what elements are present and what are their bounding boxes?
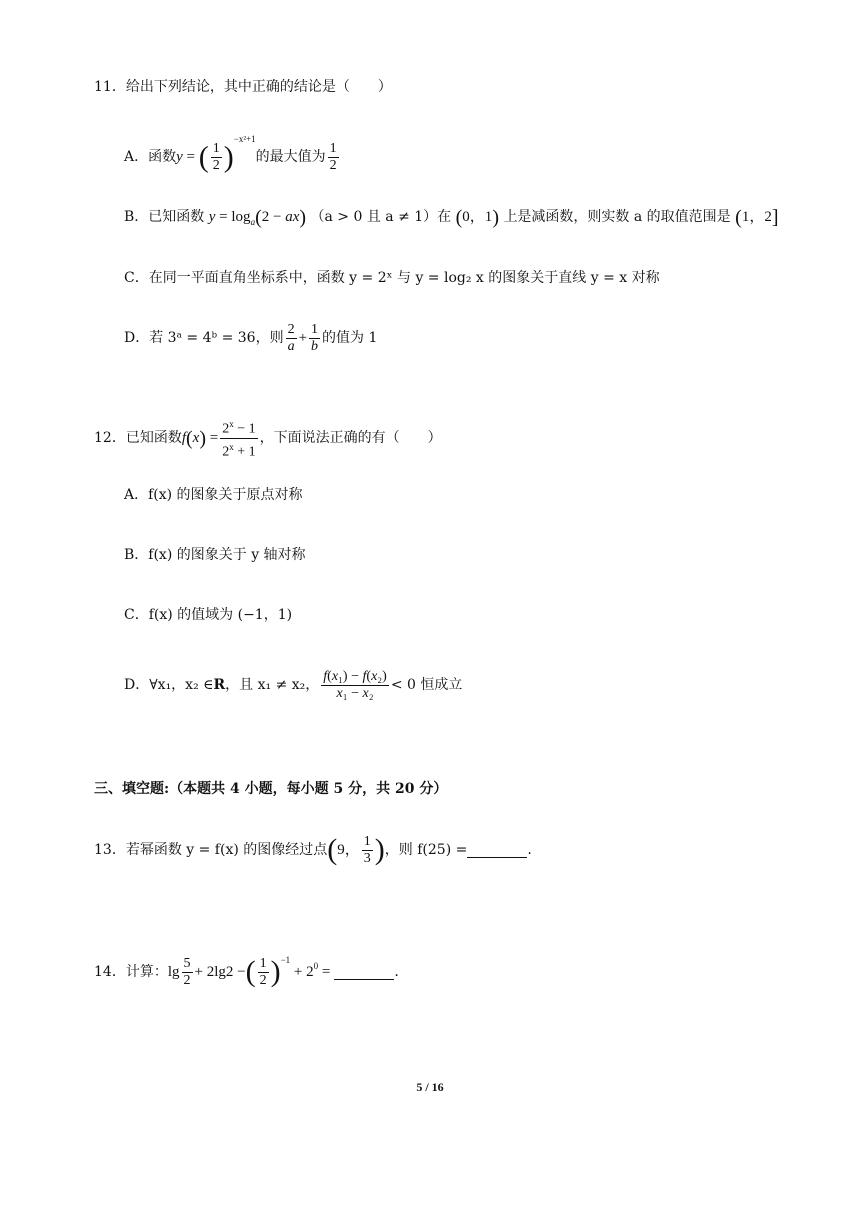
q11-option-d: D．若 3ᵃ = 4ᵇ = 36，则 $\frac{2}{a}$ + $\frac{1}{b}$ 的值为 1 xyxy=(124,321,378,354)
q12-option-c: C．f(x) 的值域为 (−1，1) xyxy=(124,607,293,623)
q12-d-label: D．∀x₁，x₂ ∈ xyxy=(124,677,214,693)
q12-d-mid: ，且 x₁ ≠ x₂， xyxy=(225,677,320,693)
q14 xyxy=(94,950,399,994)
q14-answer-blank[interactable] xyxy=(334,965,394,980)
q11-b-label: B．已知函数 xyxy=(124,209,209,225)
q13-point-y: $\frac{1}{3}$ xyxy=(363,833,371,866)
q12-function: f(x) = xyxy=(181,427,219,450)
q13-answer-blank[interactable] xyxy=(467,843,527,858)
q12-function-frac: $\frac{2^x - 1}{2^x + 1}$ xyxy=(220,416,257,460)
q11-option-c: C．在同一平面直角坐标系中，函数 y = 2ˣ 与 y = log₂ x 的图象关于直线 y = x 对称 xyxy=(124,270,660,286)
q11-d-frac1: $\frac{2}{a}$ xyxy=(287,321,295,354)
q11-b-tail: 上是减函数，则实数 a 的取值范围是 xyxy=(503,209,731,225)
q14-expr: lg $\frac{5}{2}$ + 2lg2 − ( $\frac{1}{2}$ ) $^{-1}$ + 2 $^0$ = xyxy=(167,955,331,988)
q11-b-answer: (1，2] xyxy=(735,206,779,229)
q13-point-x: 9， xyxy=(337,842,360,858)
q12-d-frac: $\frac{\text{f(x₁) − f(x₂)}}{\text{x₁ − x₂}}$ xyxy=(323,668,387,701)
q11-d-label: D．若 3ᵃ = 4ᵇ = 36，则 xyxy=(124,330,284,346)
q13-tail: ，则 f(25) = xyxy=(384,842,468,858)
q14-end: . xyxy=(394,964,399,980)
q11-a-tail: 的最大值为 xyxy=(255,149,326,165)
q12-option-d xyxy=(124,665,462,705)
q12-stem-tail: ，下面说法正确的有（ ） xyxy=(259,430,442,446)
q12-option-b: B．f(x) 的图象关于 y 轴对称 xyxy=(124,547,306,563)
q12-stem xyxy=(94,418,442,458)
q11-a-formula: y = ( $\frac{1}{2}$ )$^{-x^2+1}$ xyxy=(176,134,256,173)
q11-b-interval: (0，1) xyxy=(455,206,499,229)
q11-stem: 11．给出下列结论，其中正确的结论是（ ） xyxy=(94,79,392,95)
q13-label: 13．若幂函数 y = f(x) 的图像经过点 xyxy=(94,842,328,858)
q11-option-a xyxy=(124,134,341,177)
q11-d-frac2: $\frac{1}{b}$ xyxy=(311,321,319,354)
q12-option-a: A．f(x) 的图象关于原点对称 xyxy=(124,487,303,503)
q12-d-reals: R xyxy=(213,677,226,693)
q11-a-label: A．函数 xyxy=(124,149,177,165)
q12-stem-label: 12．已知函数 xyxy=(94,430,182,446)
q13: 13．若幂函数 y = f(x) 的图像经过点 ( 9， $\frac{1}{3}$ ) ，则 f(25) = . xyxy=(94,833,532,866)
q14-label: 14．计算： xyxy=(94,964,168,980)
q11-b-formula: $y = \log_a(2 - ax)$ xyxy=(208,206,307,229)
q11-a-answer: $\frac{1}{2}$ xyxy=(329,140,337,173)
q11-b-cond: （a > 0 且 a ≠ 1）在 xyxy=(310,209,452,225)
page-number: 5 / 16 xyxy=(416,1080,444,1094)
q13-end: . xyxy=(527,842,532,858)
q11-option-b xyxy=(124,207,779,232)
section-3-heading: 三、填空题:（本题共 4 小题，每小题 5 分，共 20 分） xyxy=(94,781,448,797)
q11-d-tail: 的值为 1 xyxy=(322,330,378,346)
q12-d-tail: < 0 恒成立 xyxy=(390,677,463,693)
